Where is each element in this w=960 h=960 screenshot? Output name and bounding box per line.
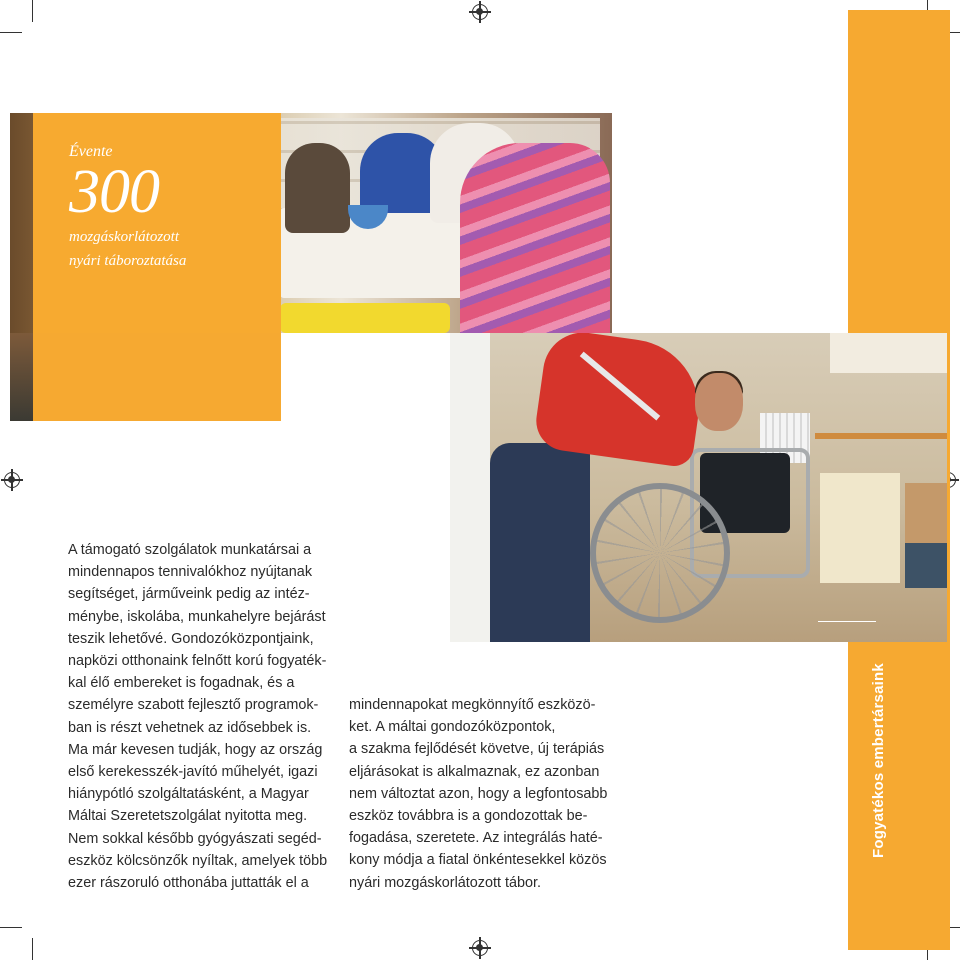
text-line: eszköz továbbra is a gondozottak be- <box>349 808 588 825</box>
photo-edge <box>10 333 33 421</box>
text-line: nem változtat azon, hogy a legfontosabb <box>349 785 608 802</box>
body-text-column-1 <box>68 539 343 894</box>
text-line: a szakma fejlődését követve, új terápiás <box>349 741 605 758</box>
divider <box>818 621 876 622</box>
text-line: ezer rászoruló otthonába juttatták el a <box>68 875 309 892</box>
registration-mark-icon <box>472 940 488 956</box>
text-line: ket. A máltai gondozóközpontok, <box>349 719 556 736</box>
text-line: segítséget, járműveink pedig az intéz- <box>68 586 310 603</box>
stat-number: 300 <box>69 158 159 226</box>
crop-mark <box>0 927 22 928</box>
text-line: Máltai Szeretetszolgálat nyitotta meg. <box>68 808 308 825</box>
text-line: fogadása, szeretete. Az integrálás haté- <box>349 830 603 847</box>
text-line: eljárásokat is alkalmaznak, ez azonban <box>349 763 600 780</box>
section-title: Fogyatékos embertársaink <box>870 663 887 858</box>
stat-label: Évente <box>69 143 113 160</box>
text-line: napközi otthonaink felnőtt korú fogyaték- <box>68 653 327 670</box>
text-line: hiánypótló szolgáltatásként, a Magyar <box>68 786 309 803</box>
text-line: mindennapokat megkönnyítő eszközö- <box>349 697 596 713</box>
workshop-photo <box>450 333 947 642</box>
crop-mark <box>32 0 33 22</box>
registration-mark-icon <box>472 4 488 20</box>
text-line: eszköz kölcsönzők nyíltak, amelyek több <box>68 852 328 869</box>
registration-mark-icon <box>4 472 20 488</box>
text-line: kony módja a fiatal önkéntesekkel közös <box>349 852 607 869</box>
text-line: személyre szabott fejlesztő programok- <box>68 697 319 714</box>
stat-description: mozgáskorlátozott nyári táboroztatása <box>69 229 187 269</box>
text-line: ban is részt vehetnek az idősebbek is. <box>68 719 312 736</box>
text-line: A támogató szolgálatok munkatársai a <box>68 542 312 558</box>
stat-box <box>33 113 281 421</box>
crop-mark <box>32 938 33 960</box>
text-line: Nem sokkal később gyógyászati segéd- <box>68 830 322 847</box>
text-line: ménybe, iskolába, munkahelyre bejárást <box>68 608 326 625</box>
body-text-column-2 <box>349 694 629 894</box>
text-line: kal élő embereket is fogadnak, és a <box>68 675 295 692</box>
crop-mark <box>0 32 22 33</box>
text-line: Ma már kevesen tudják, hogy az ország <box>68 741 323 758</box>
text-line: teszik lehetővé. Gondozóközpontjaink, <box>68 630 314 647</box>
text-line: első kerekesszék-javító műhelyét, igazi <box>68 764 318 781</box>
text-line: mindennapos tennivalókhoz nyújtanak <box>68 564 313 581</box>
text-line: nyári mozgáskorlátozott tábor. <box>349 874 541 891</box>
